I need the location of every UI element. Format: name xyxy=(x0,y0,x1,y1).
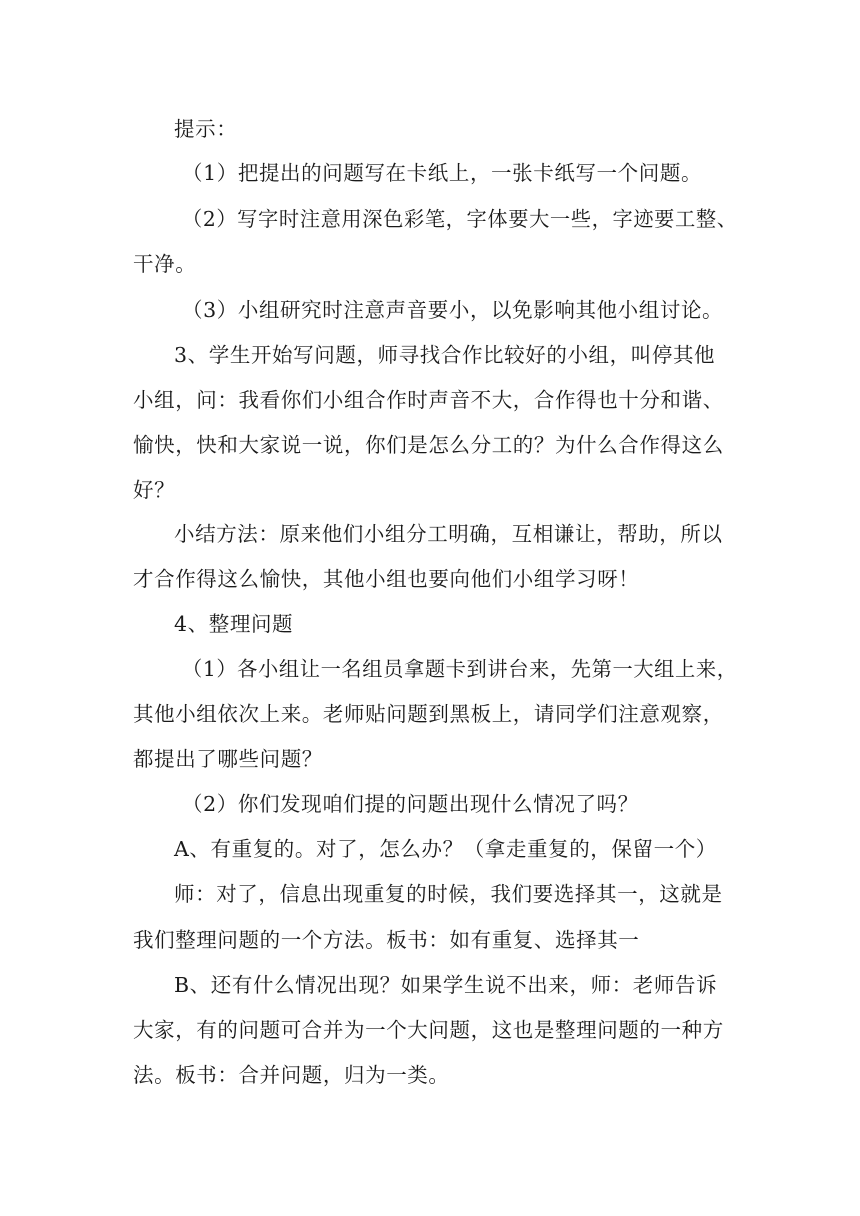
text-line: 提示： xyxy=(174,117,238,141)
text-line: （2）写字时注意用深色彩笔，字体要大一些，字迹要工整、 xyxy=(182,207,738,231)
text-line: （1）各小组让一名组员拿题卡到讲台来，先第一大组上来， xyxy=(182,657,738,681)
text-line: 愉快，快和大家说一说，你们是怎么分工的？为什么合作得这么 xyxy=(133,433,724,457)
text-line: 大家，有的问题可合并为一个大问题，这也是整理问题的一种方 xyxy=(133,1018,724,1042)
text-line: 师：对了，信息出现重复的时候，我们要选择其一，这就是 xyxy=(174,882,723,906)
text-line: 法。板书：合并问题，归为一类。 xyxy=(133,1063,450,1087)
text-line: 小组，问：我看你们小组合作时声音不大，合作得也十分和谐、 xyxy=(133,388,724,412)
text-line: 都提出了哪些问题？ xyxy=(133,747,323,771)
text-line: B、还有什么情况出现？如果学生说不出来，师：老师告诉 xyxy=(174,973,718,997)
text-line: 小结方法：原来他们小组分工明确，互相谦让，帮助，所以 xyxy=(174,522,723,546)
text-line: （2）你们发现咱们提的问题出现什么情况了吗？ xyxy=(182,792,639,816)
text-line: 其他小组依次上来。老师贴问题到黑板上，请同学们注意观察， xyxy=(133,702,724,726)
text-line: 才合作得这么愉快，其他小组也要向他们小组学习呀！ xyxy=(133,567,640,591)
text-line: 4、整理问题 xyxy=(174,612,294,636)
text-line: 3、学生开始写问题，师寻找合作比较好的小组，叫停其他 xyxy=(174,343,716,367)
text-line: 干净。 xyxy=(133,252,197,276)
text-line: 好？ xyxy=(133,478,176,502)
text-line: 我们整理问题的一个方法。板书：如有重复、选择其一 xyxy=(133,928,640,952)
text-line: （3）小组研究时注意声音要小，以免影响其他小组讨论。 xyxy=(182,298,724,322)
text-line: A、有重复的。对了，怎么办？（拿走重复的，保留一个） xyxy=(174,837,717,861)
text-line: （1）把提出的问题写在卡纸上，一张卡纸写一个问题。 xyxy=(182,161,703,185)
